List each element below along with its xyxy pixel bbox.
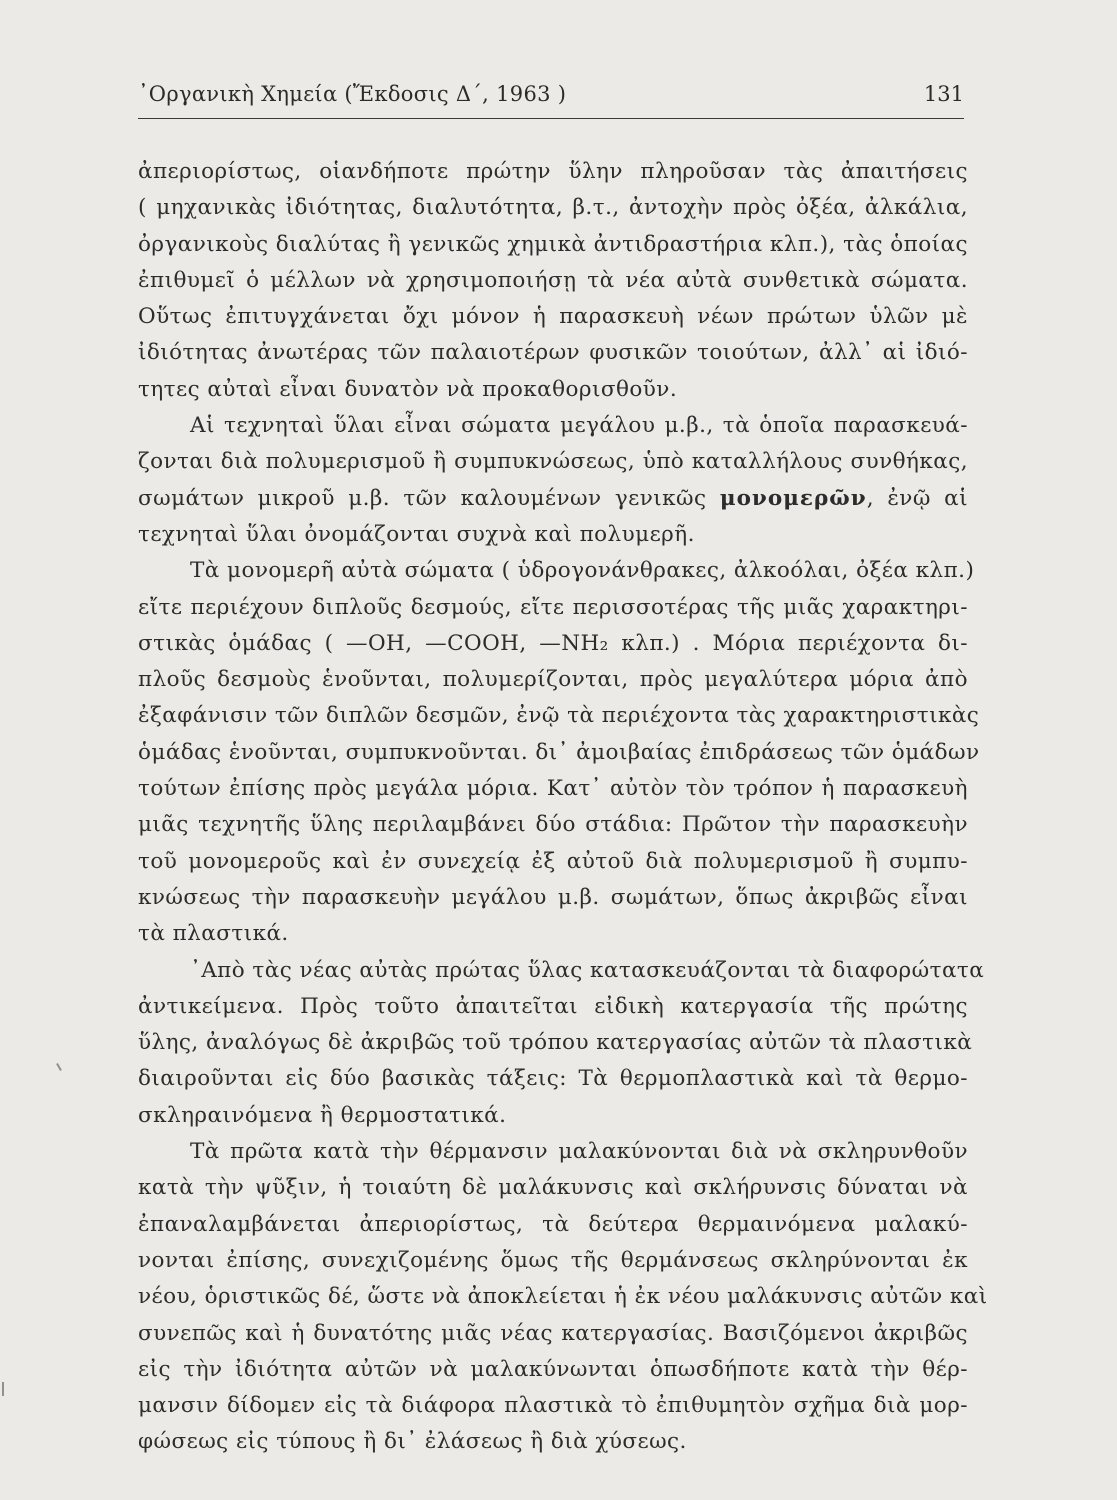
text-line: ὀργανικοὺς διαλύτας ἢ γενικῶς χημικὰ ἀντιδραστήρια κλπ.), τὰς ὁποίας [138, 231, 968, 257]
text-line: ( μηχανικὰς ἰδιότητας, διαλυτότητα, β.τ., ἀντοχὴν πρὸς ὀξέα, ἀλκάλια, [138, 195, 968, 221]
paragraph [138, 953, 985, 1134]
text-line: τεχνηταὶ ὕλαι ὀνομάζονται συχνὰ καὶ πολυμερῆ. [138, 521, 695, 547]
text-line: τοῦ μονομεροῦς καὶ ἐν συνεχείᾳ ἐξ αὐτοῦ διὰ πολυμερισμοῦ ἢ συμπυ- [138, 848, 968, 874]
text-line: νονται ἐπίσης, συνεχιζομένης ὅμως τῆς θερμάνσεως σκληρύνονται ἐκ [138, 1247, 968, 1273]
text-fragment: , ἐνῷ αἱ [866, 485, 968, 511]
text-line: τὰ πλαστικά. [138, 921, 289, 947]
text-line: ᾿Απὸ τὰς νέας αὐτὰς πρώτας ὕλας κατασκευάζονται τὰ διαφορώτατα [190, 957, 985, 983]
text-line: ἐπαναλαμβάνεται ἀπεριορίστως, τὰ δεύτερα θερμαινόμενα μαλακύ- [138, 1211, 968, 1237]
text-line: τούτων ἐπίσης πρὸς μεγάλα μόρια. Κατ᾽ αὐτὸν τὸν τρόπον ἡ παρασκευὴ [138, 776, 968, 802]
page-header [138, 82, 968, 118]
text-line: ἀπεριορίστως, οἱανδήποτε πρώτην ὕλην πληροῦσαν τὰς ἀπαιτήσεις [138, 159, 968, 184]
paragraph [138, 154, 968, 408]
text-line: στικὰς ὁμάδας ( —OH, —COOH, —NH₂ κλπ.) . Μόρια περιέχοντα δι- [138, 630, 968, 656]
text-line: συνεπῶς καὶ ἡ δυνατότης μιᾶς νέας κατεργασίας. Βασιζόμενοι ἀκριβῶς [138, 1320, 968, 1346]
text-line: σκληραινόμενα ἢ θερμοστατικά. [138, 1102, 507, 1128]
paper-speck [56, 1063, 62, 1071]
paragraph [138, 408, 968, 553]
text-line: μανσιν δίδομεν εἰς τὰ διάφορα πλαστικὰ τὸ ἐπιθυμητὸν σχῆμα διὰ μορ- [138, 1393, 968, 1419]
text-line: Τὰ μονομερῆ αὐτὰ σώματα ( ὑδρογονάνθρακες, ἀλκοόλαι, ὀξέα κλπ.) [190, 558, 975, 584]
paper-speck [2, 1382, 4, 1396]
running-head: ᾿Οργανικὴ Χημεία (Ἔκδοσις Δ΄, 1963 ) [138, 82, 567, 106]
text-line: κνώσεως τὴν παρασκευὴν μεγάλου μ.β. σωμάτων, ὅπως ἀκριβῶς εἶναι [138, 884, 968, 910]
text-line: ἰδιότητας ἀνωτέρας τῶν παλαιοτέρων φυσικῶν τοιούτων, ἀλλ᾽ αἱ ἰδιό- [138, 340, 968, 366]
text-line: Τὰ πρῶτα κατὰ τὴν θέρμανσιν μαλακύνονται διὰ νὰ σκληρυνθοῦν [190, 1139, 968, 1165]
text-line: τητες αὐταὶ εἶναι δυνατὸν νὰ προκαθορισθοῦν. [138, 376, 678, 402]
text-fragment: σωμάτων μικροῦ μ.β. τῶν καλουμένων γενικῶς [138, 485, 720, 511]
text-line: πλοῦς δεσμοὺς ἑνοῦνται, πολυμερίζονται, πρὸς μεγαλύτερα μόρια ἀπὸ [138, 667, 968, 693]
bold-term: μονομερῶν [719, 485, 867, 511]
text-line: ἐξαφάνισιν τῶν διπλῶν δεσμῶν, ἐνῷ τὰ περιέχοντα τὰς χαρακτηριστικὰς [138, 703, 980, 729]
paragraph [138, 553, 980, 952]
text-line [138, 481, 968, 517]
text-line: Οὕτως ἐπιτυγχάνεται ὄχι μόνον ἡ παρασκευὴ νέων πρώτων ὑλῶν μὲ [138, 304, 968, 330]
body-text [138, 154, 988, 1461]
text-line: ὕλης, ἀναλόγως δὲ ἀκριβῶς τοῦ τρόπου κατεργασίας αὐτῶν τὰ πλαστικὰ [138, 1030, 973, 1056]
text-line: ἀντικείμενα. Πρὸς τοῦτο ἀπαιτεῖται εἰδικὴ κατεργασία τῆς πρώτης [138, 993, 968, 1019]
page-number: 131 [923, 82, 964, 106]
text-line: διαιροῦνται εἰς δύο βασικὰς τάξεις: Τὰ θερμοπλαστικὰ καὶ τὰ θερμο- [138, 1066, 968, 1092]
text-line: ἐπιθυμεῖ ὁ μέλλων νὰ χρησιμοποιήσῃ τὰ νέα αὐτὰ συνθετικὰ σώματα. [138, 267, 968, 293]
text-line: εἰς τὴν ἰδιότητα αὐτῶν νὰ μαλακύνωνται ὁπωσδήποτε κατὰ τὴν θέρ- [138, 1356, 968, 1382]
text-line: νέου, ὁριστικῶς δέ, ὥστε νὰ ἀποκλείεται ἡ ἐκ νέου μαλάκυνσις αὐτῶν καὶ [138, 1284, 988, 1310]
text-line: ζονται διὰ πολυμερισμοῦ ἢ συμπυκνώσεως, ὑπὸ καταλλήλους συνθήκας, [138, 449, 968, 475]
paragraph [138, 1134, 988, 1461]
text-line: Αἱ τεχνηταὶ ὕλαι εἶναι σώματα μεγάλου μ.β., τὰ ὁποῖα παρασκευά- [190, 413, 968, 439]
header-rule [138, 118, 964, 119]
text-line: ὁμάδας ἑνοῦνται, συμπυκνοῦνται. δι᾽ ἀμοιβαίας ἐπιδράσεως τῶν ὁμάδων [138, 739, 980, 765]
text-line: φώσεως εἰς τύπους ἢ δι᾽ ἐλάσεως ἢ διὰ χύσεως. [138, 1429, 687, 1455]
text-line: εἴτε περιέχουν διπλοῦς δεσμούς, εἴτε περισσοτέρας τῆς μιᾶς χαρακτηρι- [138, 594, 968, 620]
text-line: μιᾶς τεχνητῆς ὕλης περιλαμβάνει δύο στάδια: Πρῶτον τὴν παρασκευὴν [138, 812, 968, 838]
text-line: κατὰ τὴν ψῦξιν, ἡ τοιαύτη δὲ μαλάκυνσις καὶ σκλήρυνσις δύναται νὰ [138, 1175, 968, 1201]
